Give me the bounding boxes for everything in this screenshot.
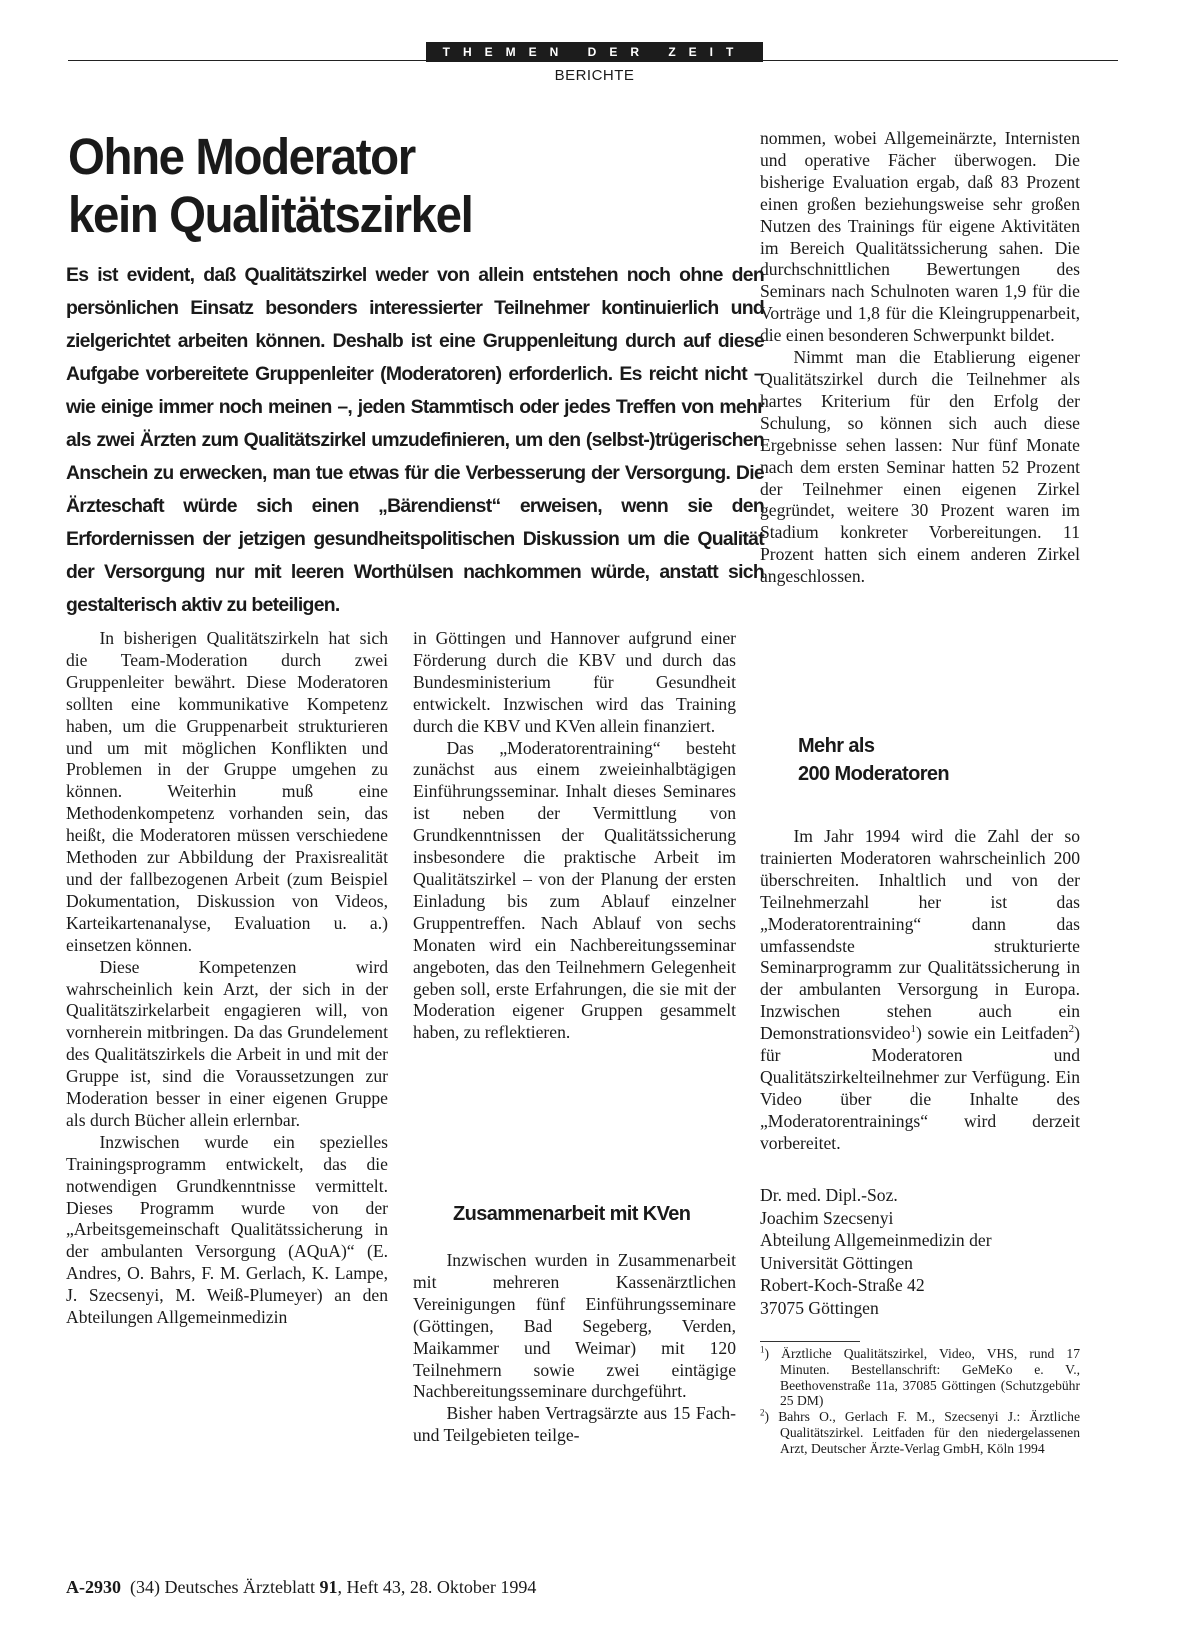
page-code: A-2930 (66, 1577, 121, 1597)
footnote-ref: 2 (1068, 1023, 1075, 1036)
article-title (68, 128, 710, 244)
body-text: Im Jahr 1994 wird die Zahl der so trainierten Moderatoren wahrscheinlich 200 überschreiten. Inhaltlich und von der Teilnehmerzahl her ist das „Moderatorentraining“ dann das umfassendste strukturierte Seminarprogramm zur Qualitätssicherung in der ambulanten Versorgung in Europa. Inzwischen stehen auch ein Demonstrationsvideo (760, 826, 1080, 1044)
subheading-moderatoren (798, 732, 1078, 788)
footnote-mark: 2 (760, 1407, 765, 1418)
subheading-line-2: 200 Moderatoren (798, 763, 950, 785)
footnote-text: ) Bahrs O., Gerlach F. M., Szecsenyi J.: Ärztliche Qualitätszirkel. Leitfaden für den niedergelassenen Arzt, Deutscher Ärzte-Verlag GmbH, Köln 1994 (764, 1409, 1080, 1456)
body-paragraph: Inzwischen wurden in Zusammenarbeit mit mehreren Kassenärztlichen Vereinigungen fünf Einführungsseminare (Göttingen, Bad Segeberg, Verden, Maikammer und Weimar) mit 120 Teilnehmern sowie zwei eintägige Nachbereitungsseminare durchgeführt. (413, 1250, 736, 1402)
body-column-1 (66, 628, 388, 1329)
body-column-2-continued (413, 1250, 736, 1447)
article-title-line-2: kein Qualitätszirkel (68, 186, 473, 243)
address-line: Dr. med. Dipl.-Soz. (760, 1185, 898, 1205)
body-paragraph: In bisherigen Qualitätszirkeln hat sich die Team-Moderation durch zwei Gruppenleiter bewährt. Diese Moderatoren sollten eine kommunikative Kompetenz haben, um die Gruppenarbeit strukturieren und um mit möglichen Konflikten und Problemen in der Gruppe umgehen zu können. Weiterhin muß eine Methodenkompetenz vorhanden sein, das heißt, die Moderatoren müssen verschiedene Methoden zur Abbildung der Praxisrealität und der fallbezogenen Arbeit (zum Beispiel Dokumentation, Diskussion von Videos, Karteikartenanalyse, Evaluation u. a.) einsetzen können. (66, 628, 388, 955)
footnotes (760, 1346, 1080, 1457)
address-line: Robert-Koch-Straße 42 (760, 1275, 925, 1296)
subheading-line-1: Mehr als (798, 735, 875, 757)
body-column-3-continued (760, 826, 1080, 1155)
body-paragraph: Diese Kompetenzen wird wahrscheinlich kein Arzt, der sich in der Qualitätszirkelarbeit engagieren will, von vornherein mitbringen. Da das Grundelement des Qualitätszirkels die Arbeit in und mit der Gruppe ist, sind die Voraussetzungen zur Moderation besser in einer eigenen Gruppe als durch Bücher allein erlernbar. (66, 956, 388, 1130)
subheading-kven: Zusammenarbeit mit KVen (453, 1203, 691, 1225)
page-footer (66, 1577, 766, 1598)
body-text: ) sowie ein Leitfaden (916, 1023, 1069, 1044)
issue-date: , Heft 43, 28. Oktober 1994 (337, 1577, 537, 1597)
body-paragraph: Bisher haben Vertragsärzte aus 15 Fach- und Teilgebieten teilge- (413, 1403, 736, 1446)
footnote (760, 1409, 1080, 1456)
footnote-text: ) Ärztliche Qualitätszirkel, Video, VHS, rund 17 Minuten. Bestellanschrift: GeMeKo e. V., Beethovenstraße 11a, 37085 Göttingen (Schutzgebühr 25 DM) (764, 1346, 1080, 1409)
body-paragraph (760, 826, 1080, 1155)
body-text: ) für Moderatoren und Qualitätszirkelteilnehmer zur Verfügung. Ein Video über die Inhalte des „Moderatorentrainings“ wird derzeit vorbereitet. (760, 1023, 1080, 1153)
body-paragraph: Nimmt man die Etablierung eigener Qualitätszirkel durch die Teilnehmer als hartes Kriterium für den Erfolg der Schulung, so können sich auch diese Ergebnisse sehen lassen: Nur fünf Monate nach dem ersten Seminar hatten 52 Prozent der Teilnehmer einen eigenen Zirkel gegründet, weitere 30 Prozent waren im Stadium konkreter Vorbereitungen. 11 Prozent hatten sich einem anderen Zirkel angeschlossen. (760, 347, 1080, 587)
footnote-ref: 1 (910, 1023, 917, 1036)
section-label: THEMEN DER ZEIT (426, 42, 763, 62)
journal-volume: 91 (319, 1577, 338, 1597)
body-column-3 (760, 128, 1080, 588)
address-line: Joachim Szecsenyi (760, 1207, 894, 1228)
lead-paragraph: Es ist evident, daß Qualitätszirkel weder von allein entstehen noch ohne den persönlichen Einsatz besonders interessierter Teilnehmer kontinuierlich und zielgerichtet arbeiten können. Deshalb ist eine Gruppenleitung durch auf diese Aufgabe vorbereitete Gruppenleiter (Moderatoren) erforderlich. Es reicht nicht – wie einige immer noch meinen –, jeden Stammtisch oder jedes Treffen von mehr als zwei Ärzten zum Qualitätszirkel umzudefinieren, um den (selbst-)trügerischen Anschein zu erwecken, man tue etwas für die Verbesserung der Versorgung. Die Ärzteschaft würde sich einen „Bärendienst“ erweisen, wenn sie den Erfordernissen der jetzigen gesundheitspolitischen Diskussion um die Qualität der Versorgung nur mit leeren Worthülsen nachkommen würde, anstatt sich gestalterisch aktiv zu beteiligen. (66, 264, 764, 616)
body-paragraph: Inzwischen wurde ein spezielles Trainingsprogramm entwickelt, das die notwendigen Grundkenntnisse vermittelt. Dieses Programm wurde von der „Arbeitsgemeinschaft Qualitätssicherung in der ambulanten Versorgung (AQuA)“ (E. Andres, O. Bahrs, F. M. Gerlach, K. Lampe, J. Szecsenyi, M. Weiß-Plumeyer) an den Abteilungen Allgemeinmedizin (66, 1131, 388, 1328)
footnote (760, 1346, 1080, 1409)
address-line: Universität Göttingen (760, 1252, 913, 1273)
body-paragraph: in Göttingen und Hannover aufgrund einer Förderung durch die KBV und durch das Bundesministerium für Gesundheit entwickelt. Inzwischen wird das Training durch die KBV und KVen allein finanziert. (413, 628, 736, 736)
article-title-line-1: Ohne Moderator (68, 128, 415, 185)
footnote-rule (760, 1341, 860, 1342)
author-address (760, 1184, 1080, 1320)
page-number: (34) (130, 1577, 160, 1597)
subsection-label: BERICHTE (554, 67, 635, 84)
body-paragraph: Das „Moderatorentraining“ besteht zunächst aus einem zweieinhalbtägigen Einführungsseminar. Inhalt dieses Seminares ist neben der Vermittlung von Grundkenntnissen der Qualitätssicherung insbesondere die praktische Arbeit im Qualitätszirkel – von der Planung der ersten Einladung bis zum Ablauf einzelner Gruppentreffen. Nach Ablauf von sechs Monaten wird ein Nachbereitungsseminar angeboten, das den Teilnehmern Gelegenheit geben soll, erste Erfahrungen, die sie mit der Moderation eigener Gruppen gesammelt haben, zu reflektieren. (413, 737, 736, 1043)
address-line: 37075 Göttingen (760, 1297, 879, 1318)
address-line: Abteilung Allgemeinmedizin der (760, 1230, 992, 1251)
body-column-2 (413, 628, 736, 1044)
journal-name: Deutsches Ärzteblatt (164, 1577, 315, 1597)
body-paragraph: nommen, wobei Allgemeinärzte, Internisten und operative Fächer überwogen. Die bisherige Evaluation ergab, daß 83 Prozent einen großen beziehungsweise sehr großen Nutzen des Trainings für eigene Aktivitäten im Bereich Qualitätssicherung sahen. Die durchschnittlichen Bewertungen des Seminars nach Schulnoten waren 1,9 für die Vorträge und 1,8 für die Kleingruppenarbeit, die einen besonderen Schwerpunkt bildet. (760, 128, 1080, 346)
footnote-mark: 1 (760, 1344, 765, 1355)
